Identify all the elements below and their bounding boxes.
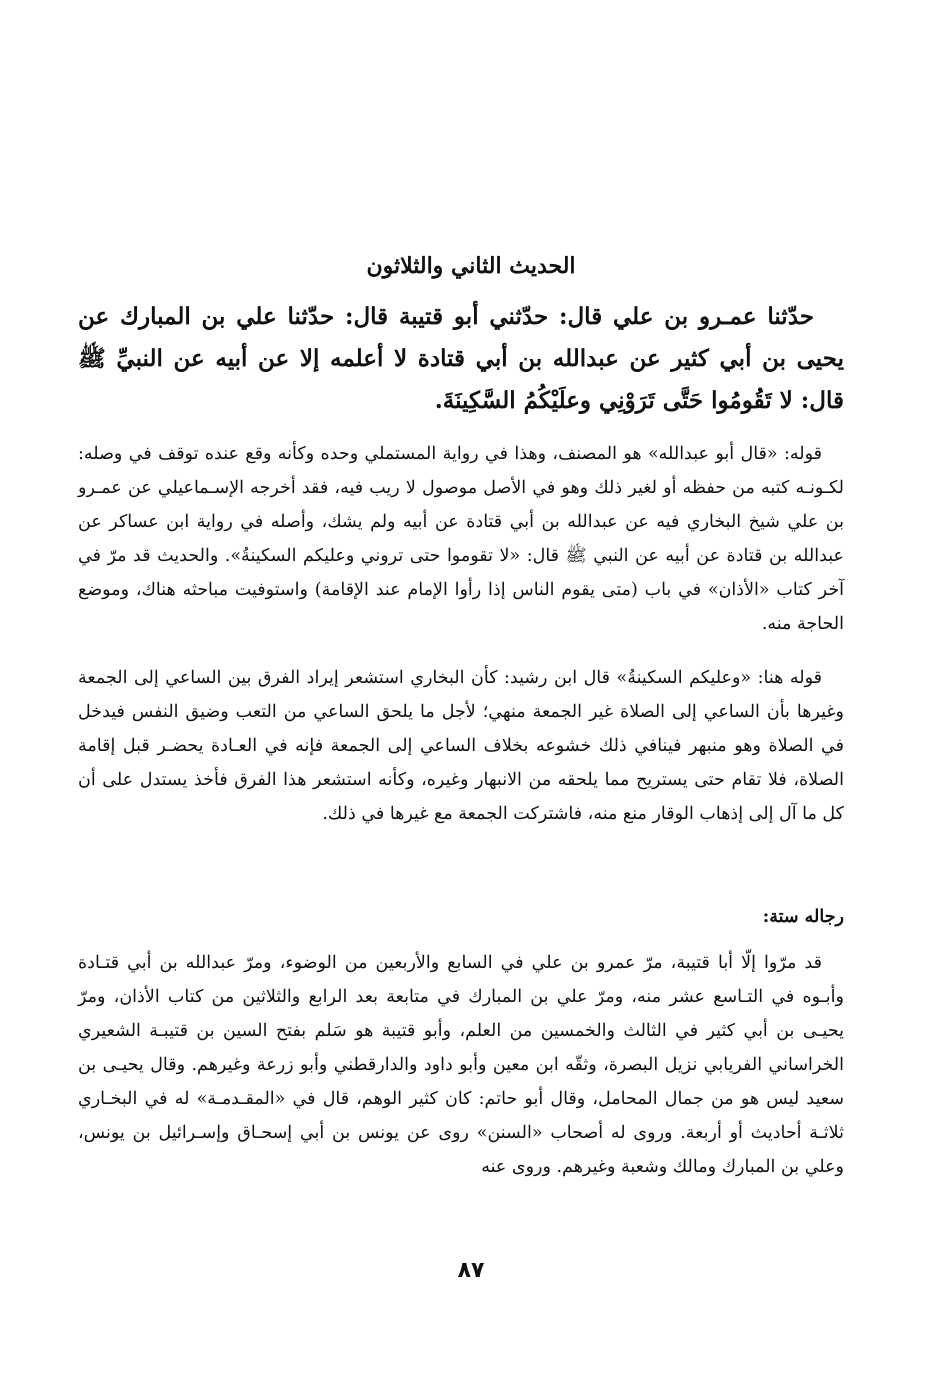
commentary-text-1: قوله: «قال أبو عبدالله» هو المصنف، وهذا في رواية المستملي وحده وكأنه وقع عنده توقف في وصله: لكـونـه كتبه من حفظه أو لغير ذلك وهو في الأصل موصول لا ريب فيه، فقد أخرجه الإسـماعيلي عن عمـرو بن علي شيخ البخاري فيه عن عبدالله بن أبي قتادة عن أبيه ولم يشك، وأصله في رواية ابن عساكر عن عبدالله بن قتادة عن أبيه عن النبي ﷺ قال: «لا تقوموا حتى تروني وعليكم السكينةُ». والحديث قد مرّ في آخر كتاب «الأذان» في باب (متى يقوم الناس إذا رأوا الإمام عند الإقامة) واستوفيت مباحثه هناك، وموضع الحاجة منه.: [78, 444, 844, 634]
hadith-text-block: [78, 296, 844, 422]
commentary-paragraph-1: [78, 437, 844, 641]
commentary-text-2: قوله هنا: «وعليكم السكينةُ» قال ابن رشيد: كأن البخاري استشعر إيراد الفرق بين الساعي إلى الجمعة وغيرها بأن الساعي إلى الصلاة غير الجمعة منهي؛ لأجل ما يلحق الساعي من التعب وضيق النفس فيدخل في الصلاة وهو منبهر فينافي ذلك خشوعه بخلاف الساعي إلى الجمعة فإنه في العـادة يحضـر قبل إقامة الصلاة، فلا تقام حتى يستريح مما يلحقه من الانبهار وغيره، وكأنه استشعر هذا الفرق فأخذ يستدل على أن كل ما آل إلى إذهاب الوقار منع منه، فاشتركت الجمعة مع غيرها في ذلك.: [78, 668, 844, 824]
narrators-heading: رجاله ستة:: [762, 907, 844, 927]
hadith-text: حدّثنا عمـرو بن علي قال: حدّثني أبو قتيبة قال: حدّثنا علي بن المبارك عن يحيى بن أبي كثير عن عبدالله بن أبي قتادة لا أعلمه إلا عن أبيه عن النبيِّ ﷺ قال: لا تَقُومُوا حَتَّى تَرَوْنِي وعلَيْكُمُ السَّكِينَةَ.: [78, 303, 844, 414]
hadith-title: الحديث الثاني والثلاثون: [366, 253, 576, 279]
page-number: ٨٧: [457, 1258, 485, 1283]
commentary-paragraph-2: [78, 661, 844, 831]
narrators-paragraph: [78, 946, 844, 1184]
narrators-text: قد مرّوا إلّا أبا قتيبة، مرّ عمرو بن علي في السابع والأربعين من الوضوء، ومرّ عبدالله بن أبي قتـادة وأبـوه في التـاسع عشر منه، ومرّ علي بن المبارك في متابعة بعد الرابع والثلاثين من كتاب الأذان، ومرّ يحيـى بن أبي كثير في الثالث والخمسين من العلم، وأبو قتيبة هو سَلم بفتح السين بن قتيبـة الشعيري الخراساني الفريابي نزيل البصرة، وثقّه ابن معين وأبو داود والدارقطني وأبو زرعة وغيرهم. وقال يحيـى بن سعيد ليس هو من جمال المحامل، وقال أبو حاتم: كان كثير الوهم، قال في «المقـدمـة» له في البخـاري ثلاثـة أحاديث أو أربعة. وروى له أصحاب «السنن» روى عن يونس بن أبي إسحـاق وإسـرائيل بن يونس، وعلي بن المبارك ومالك وشعبة وغيرهم. وروى عنه: [78, 953, 844, 1177]
